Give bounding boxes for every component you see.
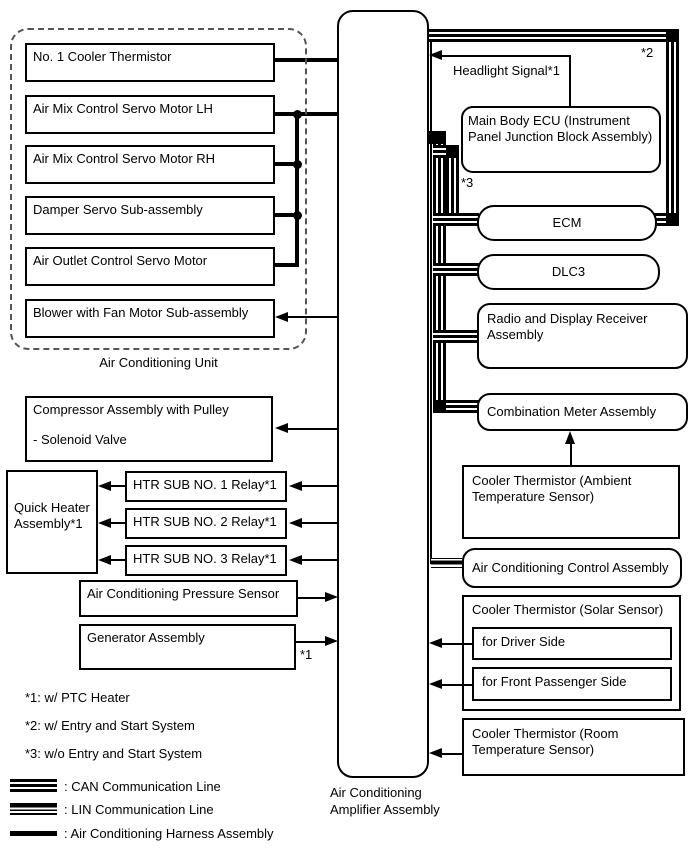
signal-line-generator xyxy=(296,641,325,643)
box-label: HTR SUB NO. 1 Relay*1 xyxy=(133,477,277,492)
legend-lin-swatch xyxy=(10,803,57,815)
box-label: DLC3 xyxy=(551,264,586,279)
box-htr-sub-relay-1 xyxy=(125,471,287,502)
box-label: Damper Servo Sub-assembly xyxy=(33,202,203,217)
signal-line-ambient xyxy=(570,443,572,465)
box-label: Air Mix Control Servo Motor LH xyxy=(33,101,213,116)
box-label: HTR SUB NO. 2 Relay*1 xyxy=(133,514,277,529)
box-no1-cooler-thermistor xyxy=(25,43,275,82)
can-line-ecm-left-stub xyxy=(433,213,479,226)
lin-line-vertical xyxy=(430,42,432,564)
box-label: ECM xyxy=(552,215,582,230)
signal-line-compressor xyxy=(287,428,337,430)
box-label: Air Outlet Control Servo Motor xyxy=(33,253,208,268)
box-blower-fan-motor xyxy=(25,299,275,338)
can-corner xyxy=(666,213,679,226)
signal-line-pressure xyxy=(298,597,325,599)
box-label: No. 1 Cooler Thermistor xyxy=(33,49,172,64)
signal-line-relay3-out xyxy=(110,559,125,561)
signal-line-relay2-out xyxy=(110,522,125,524)
headlight-signal-label: Headlight Signal*1 xyxy=(453,63,560,78)
flag3-label: *3 xyxy=(461,175,474,190)
legend-can-label: : CAN Communication Line xyxy=(64,779,221,794)
flag2-label: *2 xyxy=(641,45,654,60)
box-air-outlet-servo xyxy=(25,247,275,286)
legend-lin-label: : LIN Communication Line xyxy=(64,802,214,817)
arrowhead-right xyxy=(325,592,338,602)
box-pressure-sensor xyxy=(79,580,298,617)
signal-line-relay3-in xyxy=(301,559,337,561)
box-ambient-sensor xyxy=(462,465,680,539)
box-label: Quick Heater Assembly*1 xyxy=(14,500,90,531)
box-air-mix-servo-lh xyxy=(25,95,275,134)
signal-line-solar-passenger xyxy=(441,684,472,686)
box-htr-sub-relay-3 xyxy=(125,545,287,576)
signal-line-relay1-in xyxy=(301,485,337,487)
compressor-line1: Compressor Assembly with Pulley xyxy=(33,402,229,417)
box-label: Combination Meter Assembly xyxy=(487,404,657,419)
signal-line-headlight xyxy=(441,55,571,57)
signal-line-relay1-out xyxy=(110,485,125,487)
can-corner xyxy=(433,400,446,413)
box-label: Air Mix Control Servo Motor RH xyxy=(33,151,216,166)
signal-line-relay2-in xyxy=(301,522,337,524)
box-amplifier xyxy=(337,10,429,778)
box-label: Cooler Thermistor (Room Temperature Sensor) xyxy=(472,726,619,757)
box-control-assembly xyxy=(462,548,682,588)
box-label: for Driver Side xyxy=(482,634,566,649)
lin-line-stub-control-assembly xyxy=(431,558,462,568)
legend-harness-swatch xyxy=(10,831,57,836)
signal-line-blower xyxy=(287,316,337,318)
box-label: Main Body ECU (Instrument Panel Junction Block Assembly) xyxy=(468,113,653,144)
arrowhead-up xyxy=(565,431,575,444)
box-label: for Front Passenger Side xyxy=(482,674,627,689)
note-3: *3: w/o Entry and Start System xyxy=(25,746,203,761)
box-generator xyxy=(79,624,296,670)
box-quick-heater xyxy=(6,470,98,574)
air-conditioning-unit-label: Air Conditioning Unit xyxy=(99,355,218,370)
box-label: Generator Assembly xyxy=(87,630,205,645)
box-label: Air Conditioning Pressure Sensor xyxy=(87,586,280,601)
box-dlc3 xyxy=(477,254,660,290)
amplifier-label: Air Conditioning Amplifier Assembly xyxy=(330,785,440,817)
box-label: Radio and Display Receiver Assembly xyxy=(487,311,648,342)
box-main-body-ecu xyxy=(461,106,661,173)
box-label: Cooler Thermistor (Ambient Temperature Sensor) xyxy=(472,473,632,504)
can-line-top xyxy=(429,29,679,42)
box-room-sensor xyxy=(462,718,685,776)
box-ecm xyxy=(477,205,657,241)
legend-can-swatch xyxy=(10,779,57,792)
can-corner xyxy=(429,131,446,144)
box-combination-meter xyxy=(477,393,688,431)
box-radio-display-receiver xyxy=(477,303,688,369)
box-htr-sub-relay-2 xyxy=(125,508,287,539)
box-solar-passenger-side xyxy=(472,667,672,701)
can-line-dlc3-stub xyxy=(433,263,479,276)
box-label: Cooler Thermistor (Solar Sensor) xyxy=(472,602,664,617)
box-solar-driver-side xyxy=(472,627,672,660)
box-label: Air Conditioning Control Assembly xyxy=(472,560,669,575)
signal-line-room xyxy=(441,753,462,755)
generator-flag-label: *1 xyxy=(300,647,313,662)
can-line-right-vertical xyxy=(666,29,679,226)
can-corner xyxy=(666,29,679,42)
note-1: *1: w/ PTC Heater xyxy=(25,690,130,705)
box-air-mix-servo-rh xyxy=(25,145,275,184)
can-corner xyxy=(446,145,459,158)
box-label: HTR SUB NO. 3 Relay*1 xyxy=(133,551,277,566)
arrowhead-right xyxy=(325,636,338,646)
box-compressor xyxy=(25,396,273,462)
signal-line-headlight-drop xyxy=(569,55,571,106)
box-label: Blower with Fan Motor Sub-assembly xyxy=(33,305,249,320)
note-2: *2: w/ Entry and Start System xyxy=(25,718,195,733)
compressor-line2: - Solenoid Valve xyxy=(33,432,127,447)
signal-line-solar-driver xyxy=(441,643,472,645)
legend-harness-label: : Air Conditioning Harness Assembly xyxy=(64,826,274,841)
box-damper-servo xyxy=(25,196,275,235)
can-line-radio-stub xyxy=(433,330,479,343)
